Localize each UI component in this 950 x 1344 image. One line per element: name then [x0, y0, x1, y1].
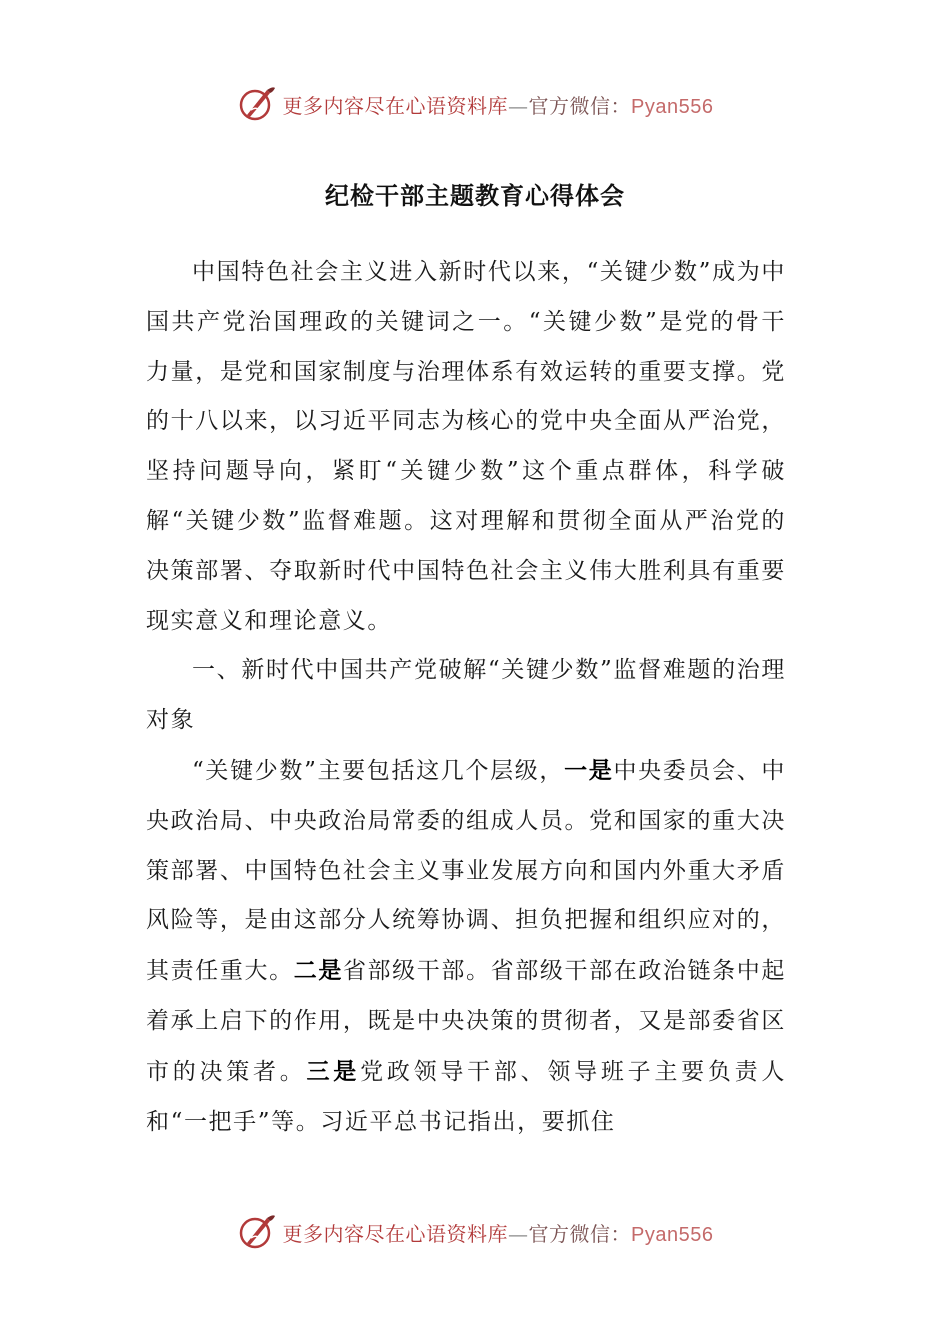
levels-text-3: 省部级干部。省部级干部在政治链条中起着承上启下的作用，既是中央决策的贯彻者，又是部委省区市的决策者。 — [146, 958, 786, 1085]
levels-marker-3: 三是 — [306, 1057, 361, 1085]
levels-text-1: “关键少数”主要包括这几个层级， — [192, 757, 565, 784]
levels-text-2: 中央委员会、中央政治局、中央政治局常委的组成人员。党和国家的重大决策部署、中国特色社会主义事业发展方向和国内外重大矛盾风险等，是由这部分人统筹协调、担负把握和组织应对的，其责任重大。 — [146, 757, 787, 985]
levels-marker-1: 一是 — [564, 756, 614, 784]
watermark-main: 更多内容尽在心语资料库 — [282, 1221, 509, 1246]
watermark-text — [283, 90, 714, 119]
levels-marker-2: 二是 — [293, 957, 343, 985]
watermark-dash: — — [508, 1221, 529, 1246]
header-watermark-banner — [0, 80, 950, 128]
levels-text-4: 党政领导干部、领导班子主要负责人和“一把手”等。习近平总书记指出，要抓住 — [146, 1058, 786, 1135]
document-title: 纪检干部主题教育心得体会 — [325, 181, 625, 210]
footer-watermark-banner — [0, 1208, 950, 1256]
document-body — [146, 248, 786, 1147]
watermark-wechat-id: Pyan556 — [631, 95, 714, 118]
quill-logo-icon — [237, 1212, 277, 1252]
watermark-dash: — — [508, 93, 529, 118]
watermark-main: 更多内容尽在心语资料库 — [282, 93, 509, 118]
paragraph-intro: 中国特色社会主义进入新时代以来，“关键少数”成为中国共产党治国理政的关键词之一。“关键少数”是党的骨干力量，是党和国家制度与治理体系有效运转的重要支撑。党的十八以来，以习近平同志为核心的党中央全面从严治党，坚持问题导向，紧盯“关键少数”这个重点群体，科学破解“关键少数”监督难题。这对理解和贯彻全面从严治党的决策部署、夺取新时代中国特色社会主义伟大胜利具有重要现实意义和理论意义。 — [146, 259, 786, 634]
quill-logo-icon — [237, 84, 277, 124]
section-heading-1: 一、新时代中国共产党破解“关键少数”监督难题的治理对象 — [146, 657, 786, 734]
watermark-wechat-label: 官方微信： — [528, 93, 632, 118]
watermark-wechat-label: 官方微信： — [528, 1221, 632, 1246]
watermark-text — [283, 1218, 714, 1247]
watermark-wechat-id: Pyan556 — [631, 1223, 714, 1246]
paragraph-levels — [146, 746, 786, 1147]
